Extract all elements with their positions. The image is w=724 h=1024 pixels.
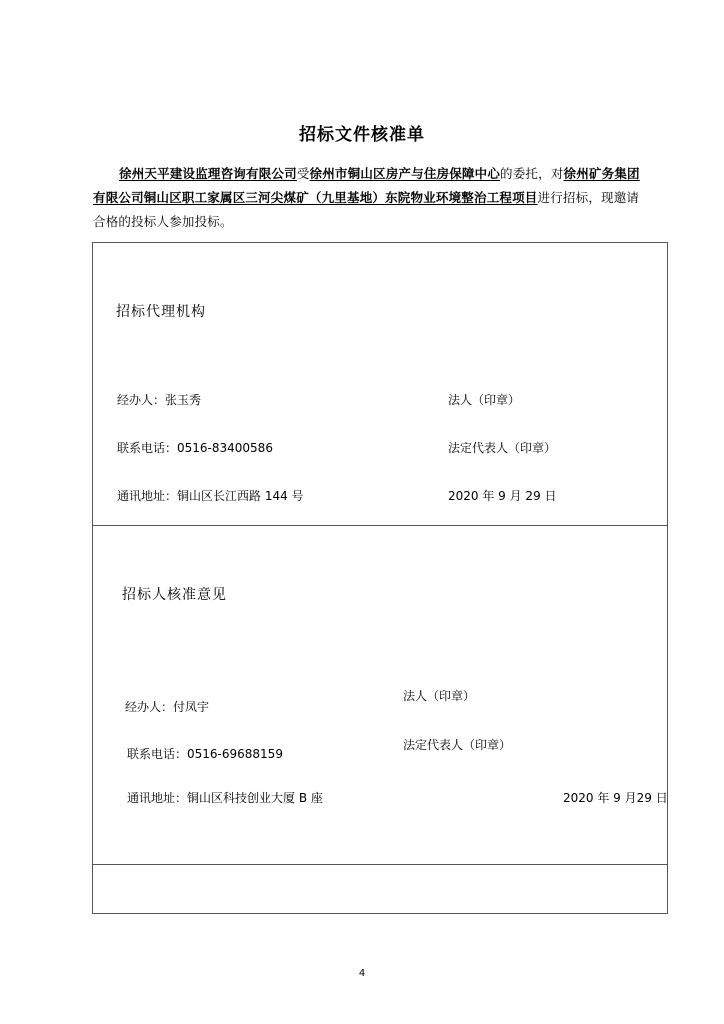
agency-section-heading: 招标代理机构 [116,304,206,320]
intro-text-1: 受 [296,166,310,181]
agency-date: 2020 年 9 月 29 日 [448,489,557,503]
project-name-part-2: 有限公司铜山区职工家属区三河尖煤矿（九里基地）东院物业环境整治工程项目 [93,190,538,205]
tenderer-address: 通讯地址：铜山区科技创业大厦 B 座 [127,791,323,805]
empty-row [92,864,668,914]
intro-text-2: 的委托，对 [500,166,564,181]
agency-name: 徐州天平建设监理咨询有限公司 [119,166,297,181]
intro-paragraph [93,162,653,234]
agency-phone: 联系电话：0516-83400586 [117,441,273,455]
document-title: 招标文件核准单 [299,125,425,145]
client-name: 徐州市铜山区房产与住房保障中心 [309,166,501,181]
intro-text-3: 进行招标，现邀请 [537,190,640,205]
tenderer-date: 2020 年 9 月29 日 [563,791,668,805]
tenderer-legal-rep: 法定代表人（印章） [403,738,512,752]
tenderer-legal-person: 法人（印章） [403,689,476,703]
tenderer-section [92,525,668,865]
agency-address: 通讯地址：铜山区长江西路 144 号 [117,489,304,503]
project-name-part-1: 徐州矿务集团 [563,166,640,181]
agency-legal-rep: 法定代表人（印章） [448,441,557,455]
agency-handler: 经办人：张玉秀 [117,393,202,407]
tenderer-handler: 经办人：付凤宇 [125,700,210,714]
page-number: 4 [358,968,366,979]
intro-text-4: 合格的投标人参加投标。 [93,214,233,229]
agency-legal-person: 法人（印章） [448,393,521,407]
agency-section [92,242,668,526]
tenderer-phone: 联系电话：0516-69688159 [127,747,283,761]
tenderer-section-heading: 招标人核准意见 [122,587,227,603]
